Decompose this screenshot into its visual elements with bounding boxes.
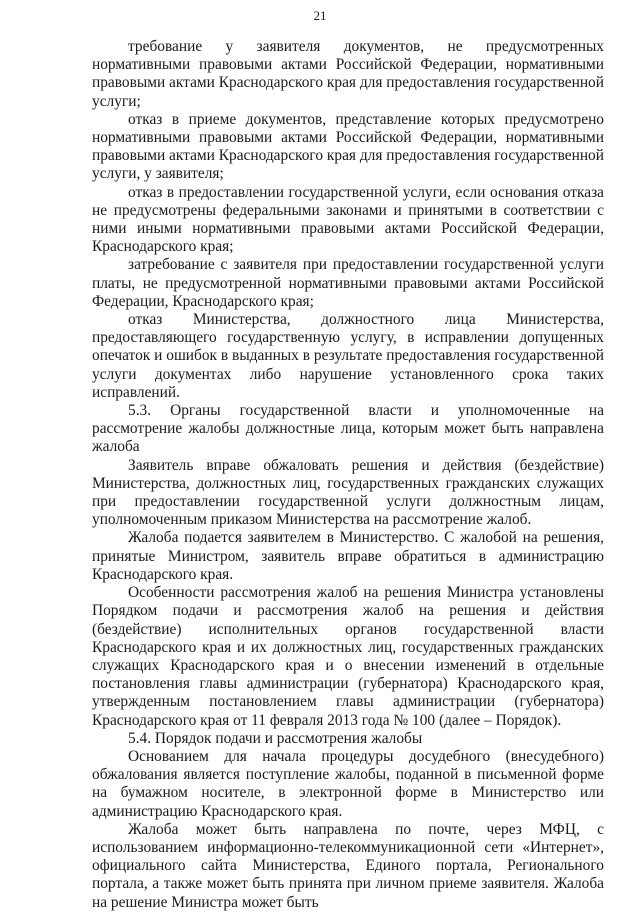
section-5-3-heading: 5.3. Органы государственной власти и уполномоченные на рассмотрение жалобы должностные лица, которым может быть направлена жалоба — [92, 402, 604, 456]
paragraph-complaint-filed: Жалоба подается заявителем в Министерство. С жалобой на решения, принятые Министром, заявитель вправе обратиться в администрацию Краснодарского края. — [92, 529, 604, 583]
paragraph-minister-complaints: Особенности рассмотрения жалоб на решения Министра установлены Порядком подачи и рассмотрения жалоб на решения и действия (бездействие) исполнительных органов государственной власти Краснодарского края и их должностных лиц, государственных гражданских служащих Краснодарского края и о внесении изменений в отдельные постановления главы администрации (губернатора) Краснодарского края, утвержденным постановлением главы администрации (губернатора) Краснодарского края от 11 февраля 2013 года № 100 (далее – Порядок). — [92, 584, 604, 729]
paragraph-submission-methods: Жалоба может быть направлена по почте, через МФЦ, с использованием информационно-телекоммуникационной сети «Интернет», официального сайта Министерства, Единого портала, Регионального портала, а также может быть принята при личном приеме заявителя. Жалоба на решение Министра может быть — [92, 820, 604, 911]
paragraph-refusal-service: отказ в предоставлении государственной услуги, если основания отказа не предусмотрены федеральными законами и принятыми в соответствии с ними иными нормативными правовыми актами Российской Федерации, Краснодарского края; — [92, 183, 604, 256]
paragraph-refusal-corrections: отказ Министерства, должностного лица Министерства, предоставляющего государственную услугу, в исправлении допущенных опечаток и ошибок в выданных в результате предоставления государственной услуги документах либо нарушение установленного срока таких исправлений. — [92, 311, 604, 401]
section-5-4-heading: 5.4. Порядок подачи и рассмотрения жалобы — [128, 729, 423, 747]
paragraph-demand-payment: затребование с заявителя при предоставлении государственной услуги платы, не предусмотренной нормативными правовыми актами Российской Федерации, Краснодарского края; — [92, 256, 604, 310]
page-number: 21 — [313, 8, 327, 23]
paragraph-demand-documents: требование у заявителя документов, не предусмотренных нормативными правовыми актами Российской Федерации, нормативными правовыми актами Краснодарского края для предоставления государственной услуги; — [92, 38, 604, 110]
paragraph-grounds: Основанием для начала процедуры досудебного (внесудебного) обжалования является поступление жалобы, поданной в письменной форме на бумажном носителе, в электронной форме в Министерство или администрацию Краснодарского края. — [92, 747, 604, 820]
paragraph-refusal-acceptance: отказ в приеме документов, представление которых предусмотрено нормативными правовыми актами Российской Федерации, нормативными правовыми актами Краснодарского края для предоставления государственной услуги, у заявителя; — [92, 110, 604, 183]
paragraph-applicant-right: Заявитель вправе обжаловать решения и действия (бездействие) Министерства, должностных лиц, государственных гражданских служащих при предоставлении государственной услуги должностным лицам, уполномоченным приказом Министерства на рассмотрение жалоб. — [92, 456, 604, 529]
